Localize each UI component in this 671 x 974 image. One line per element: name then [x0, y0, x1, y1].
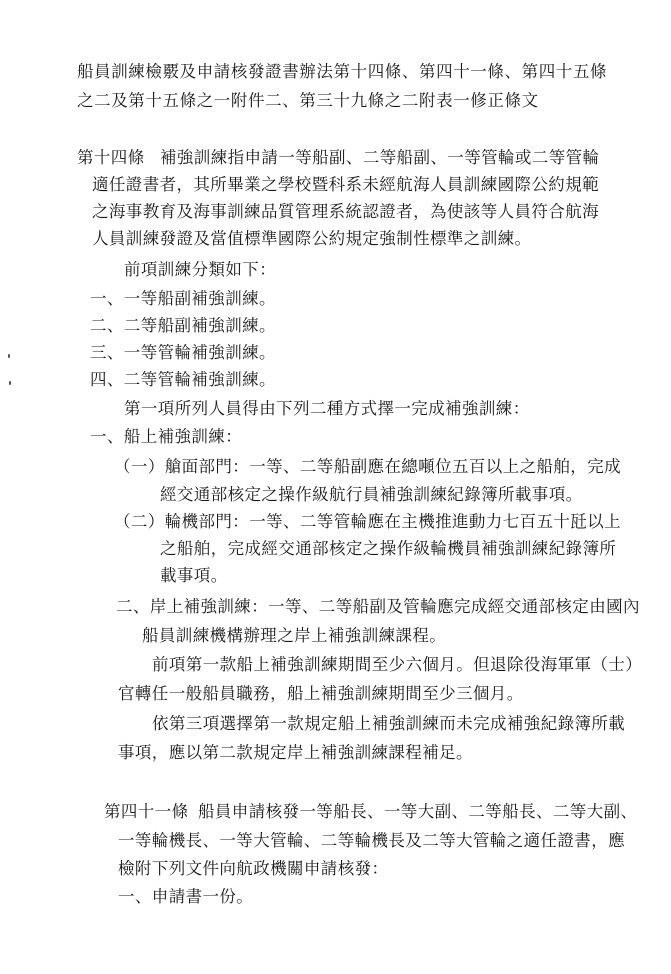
- deck-department-line-1: （一）艙面部門：一等、二等船副應在總噸位五百以上之船舶，完成: [114, 457, 621, 476]
- article-14-line-4: 人員訓練發證及當值標準國際公約規定強制性標準之訓練。: [92, 229, 532, 248]
- classification-intro: 前項訓練分類如下：: [124, 260, 277, 279]
- training-period-line-2: 官轉任一般船員職務，船上補強訓練期間至少三個月。: [118, 684, 524, 703]
- deck-department-line-2: 經交通部核定之操作級航行員補強訓練紀錄簿所載事項。: [160, 485, 583, 504]
- article-14-line-3: 之海事教育及海事訓練品質管理系統認證者，為使該等人員符合航海: [92, 202, 599, 221]
- shore-training-line-2: 船員訓練機構辦理之岸上補強訓練課程。: [142, 626, 447, 645]
- engine-department-line-2: 之船舶，完成經交通部核定之操作級輪機員補強訓練紀錄簿所: [160, 539, 617, 558]
- supplement-line-1: 依第三項選擇第一款規定船上補強訓練而未完成補強紀錄簿所載: [152, 714, 626, 733]
- training-period-line-1: 前項第一款船上補強訓練期間至少六個月。但退除役海軍軍（士）: [152, 655, 643, 674]
- article-14-line-1: 補強訓練指申請一等船副、二等船副、一等管輪或二等管輪: [160, 148, 600, 167]
- onboard-training-heading: 一、船上補強訓練：: [90, 427, 243, 446]
- engine-department-line-1: （二）輪機部門：一等、二等管輪應在主機推進動力七百五十瓩以上: [114, 512, 621, 531]
- engine-department-line-3: 載事項。: [160, 566, 228, 585]
- article-41-heading: 第四十一條: [104, 802, 189, 821]
- category-item: 四、二等管輪補強訓練。: [90, 370, 276, 389]
- article-41-line-1: 船員申請核發一等船長、一等大副、二等船長、二等大副、: [198, 802, 638, 821]
- shore-training-line-1: 二、岸上補強訓練：一等、二等船副及管輪應完成經交通部核定由國內: [116, 597, 640, 616]
- supplement-line-2: 事項，應以第二款規定岸上補強訓練課程補足。: [118, 743, 473, 762]
- document-title-line-2: 之二及第十五條之一附件二、第三十九條之二附表一修正條文: [77, 91, 539, 110]
- method-intro: 第一項所列人員得由下列二種方式擇一完成補強訓練：: [124, 399, 530, 418]
- document-title-line-1: 船員訓練檢覈及申請核發證書辦法第十四條、第四十一條、第四十五條: [77, 62, 608, 81]
- category-item: 三、一等管輪補強訓練。: [90, 343, 276, 362]
- article-41-line-2: 一等輪機長、一等大管輪、二等輪機長及二等大管輪之適任證書，應: [118, 831, 625, 850]
- article-41-line-3: 檢附下列文件向航政機關申請核發：: [118, 859, 389, 878]
- scan-speck: [8, 354, 10, 358]
- article-41-item-1: 一、申請書一份。: [118, 887, 254, 906]
- category-item: 二、二等船副補強訓練。: [90, 316, 276, 335]
- scan-speck: [9, 381, 11, 385]
- article-14-heading: 第十四條: [77, 148, 145, 167]
- category-item: 一、一等船副補強訓練。: [90, 289, 276, 308]
- article-14-line-2: 適任證書者，其所畢業之學校暨科系未經航海人員訓練國際公約規範: [92, 175, 599, 194]
